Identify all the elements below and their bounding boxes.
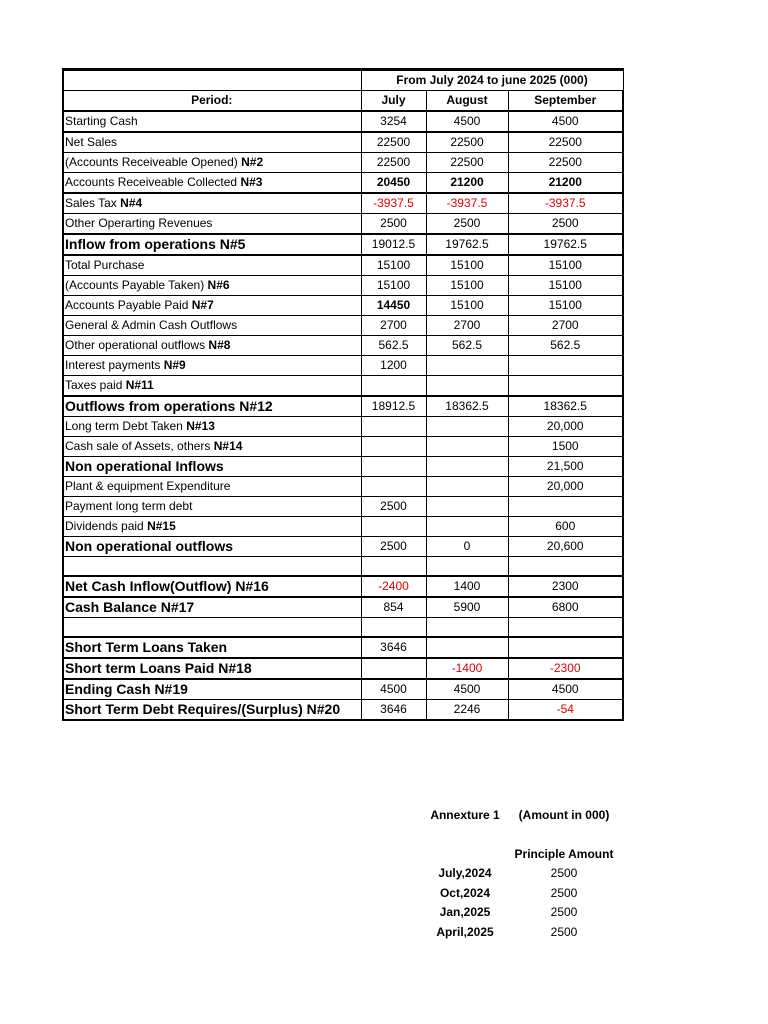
row-label: [63, 658, 361, 679]
annex-row: [422, 884, 620, 903]
table-row: [63, 477, 623, 497]
row-label: [63, 457, 361, 477]
row-label: [63, 276, 361, 296]
table-row: [63, 617, 623, 636]
annex-amount: 2500: [550, 924, 578, 939]
note-reference: N#14: [213, 439, 243, 453]
row-label-text: Short term Loans Paid N#18: [65, 659, 252, 676]
september-value: 20,600: [508, 537, 623, 557]
row-label: [63, 576, 361, 597]
august-value: -1400: [426, 658, 508, 679]
table-row: [63, 517, 623, 537]
august-value: 22500: [426, 132, 508, 153]
august-value: 2246: [426, 699, 508, 720]
september-value: [508, 557, 623, 576]
september-value: 562.5: [508, 336, 623, 356]
note-reference: N#4: [120, 196, 143, 210]
row-label-text: Other Operarting Revenues: [65, 216, 213, 230]
august-value: 18362.5: [426, 396, 508, 417]
note-reference: N#2: [241, 155, 264, 169]
table-row: [63, 255, 623, 276]
july-value: [361, 457, 426, 477]
row-label-text: Total Purchase: [65, 258, 145, 272]
cash-flow-table: [62, 68, 624, 721]
august-value: [426, 497, 508, 517]
annex-title: Annexture 1: [430, 808, 500, 823]
july-value: [361, 376, 426, 397]
september-value: 19762.5: [508, 234, 623, 255]
row-label-text: Other operational outflows: [65, 338, 209, 352]
row-label-text: (Accounts Receiveable Opened): [65, 155, 242, 169]
annex-date: Oct,2024: [439, 885, 491, 900]
july-value: 2500: [361, 214, 426, 235]
july-value: [361, 517, 426, 537]
row-label-text: Ending Cash N#19: [65, 680, 188, 697]
august-value: [426, 557, 508, 576]
header-period: Period:: [63, 91, 361, 112]
july-value: -3937.5: [361, 193, 426, 214]
annex-row: [422, 903, 620, 922]
row-label: [63, 234, 361, 255]
september-value: 2500: [508, 214, 623, 235]
september-value: [508, 617, 623, 636]
row-label-text: Non operational outflows: [65, 538, 233, 554]
august-value: 22500: [426, 153, 508, 173]
table-row: [63, 557, 623, 576]
july-value: 3646: [361, 699, 426, 720]
august-value: [426, 637, 508, 658]
july-value: [361, 437, 426, 457]
july-value: [361, 658, 426, 679]
september-value: 21,500: [508, 457, 623, 477]
row-label-text: Accounts Receiveable Collected: [65, 175, 241, 189]
row-label: [63, 396, 361, 417]
table-row: [63, 173, 623, 194]
september-value: 21200: [508, 173, 623, 194]
august-value: [426, 417, 508, 437]
july-value: 1200: [361, 356, 426, 376]
table-row: [63, 437, 623, 457]
august-value: 4500: [426, 111, 508, 132]
august-value: 21200: [426, 173, 508, 194]
july-value: 2700: [361, 316, 426, 336]
table-row: [63, 132, 623, 153]
september-value: 20,000: [508, 417, 623, 437]
july-value: 19012.5: [361, 234, 426, 255]
row-label: [63, 679, 361, 700]
table-row: [63, 336, 623, 356]
july-value: 15100: [361, 255, 426, 276]
header-september: September: [508, 91, 623, 112]
table-row: [63, 576, 623, 597]
august-value: [426, 517, 508, 537]
row-label-text: Outflows from operations N#12: [65, 398, 273, 414]
august-value: 0: [426, 537, 508, 557]
september-value: 22500: [508, 153, 623, 173]
table-row: [63, 417, 623, 437]
row-label-text: Cash sale of Assets, others: [65, 439, 214, 453]
note-reference: N#3: [240, 175, 263, 189]
september-value: 2300: [508, 576, 623, 597]
note-reference: N#13: [186, 419, 215, 433]
september-value: -3937.5: [508, 193, 623, 214]
annex-date: Jan,2025: [439, 905, 491, 920]
annex-header-row: [422, 845, 620, 864]
row-label-text: Interest payments: [65, 358, 164, 372]
september-value: [508, 637, 623, 658]
july-value: 4500: [361, 679, 426, 700]
table-row: [63, 316, 623, 336]
row-label: [63, 336, 361, 356]
september-value: 4500: [508, 111, 623, 132]
row-label-text: Starting Cash: [65, 114, 138, 128]
table-row: [63, 537, 623, 557]
july-value: 854: [361, 597, 426, 618]
annex-unit: (Amount in 000): [518, 808, 610, 823]
table-row: [63, 214, 623, 235]
september-value: 600: [508, 517, 623, 537]
september-value: 4500: [508, 679, 623, 700]
annexure-table: [422, 806, 620, 942]
annex-principle-header: Principle Amount: [514, 846, 614, 861]
row-label: [63, 557, 361, 576]
september-value: 20,000: [508, 477, 623, 497]
august-value: 2500: [426, 214, 508, 235]
september-value: 15100: [508, 276, 623, 296]
table-row: [63, 699, 623, 720]
annex-date: July,2024: [438, 866, 492, 881]
row-label-text: Cash Balance N#17: [65, 598, 195, 615]
row-label-text: Inflow from operations N#5: [65, 236, 246, 252]
september-value: -2300: [508, 658, 623, 679]
july-value: 22500: [361, 132, 426, 153]
september-value: 18362.5: [508, 396, 623, 417]
july-value: 22500: [361, 153, 426, 173]
row-label-text: Plant & equipment Expenditure: [65, 479, 231, 493]
row-label: [63, 497, 361, 517]
august-value: [426, 617, 508, 636]
annex-amount: 2500: [550, 866, 578, 881]
table-row: [63, 457, 623, 477]
september-value: [508, 376, 623, 397]
july-value: [361, 557, 426, 576]
table-row: [63, 234, 623, 255]
august-value: 5900: [426, 597, 508, 618]
row-label: [63, 153, 361, 173]
august-value: -3937.5: [426, 193, 508, 214]
row-label: [63, 193, 361, 214]
july-value: 15100: [361, 276, 426, 296]
header-row: [63, 91, 623, 112]
annex-spacer-row: [422, 825, 620, 844]
period-title: From July 2024 to june 2025 (000): [361, 70, 623, 91]
july-value: 3646: [361, 637, 426, 658]
row-label: [63, 537, 361, 557]
row-label-text: Non operational Inflows: [65, 458, 224, 474]
annex-date: April,2025: [436, 924, 494, 939]
august-value: 15100: [426, 276, 508, 296]
august-value: 4500: [426, 679, 508, 700]
row-label-text: Short Term Debt Requires/(Surplus) N#20: [65, 700, 341, 717]
row-label-text: Net Sales: [65, 135, 118, 149]
annex-row: [422, 922, 620, 941]
august-value: 15100: [426, 296, 508, 316]
row-label: [63, 376, 361, 397]
table-row: [63, 497, 623, 517]
row-label: [63, 296, 361, 316]
august-value: [426, 356, 508, 376]
july-value: 3254: [361, 111, 426, 132]
july-value: 562.5: [361, 336, 426, 356]
july-value: 18912.5: [361, 396, 426, 417]
august-value: [426, 457, 508, 477]
row-label: [63, 111, 361, 132]
table-row: [63, 276, 623, 296]
august-value: 562.5: [426, 336, 508, 356]
row-label-text: General & Admin Cash Outflows: [65, 318, 238, 332]
title-blank-cell: [63, 70, 361, 91]
september-value: [508, 356, 623, 376]
row-label-text: (Accounts Payable Taken): [65, 278, 208, 292]
table-row: [63, 396, 623, 417]
row-label: [63, 214, 361, 235]
table-row: [63, 597, 623, 618]
row-label: [63, 417, 361, 437]
annex-amount: 2500: [550, 905, 578, 920]
row-label: [63, 699, 361, 720]
row-label: [63, 437, 361, 457]
note-reference: N#8: [208, 338, 231, 352]
row-label: [63, 255, 361, 276]
row-label: [63, 132, 361, 153]
row-label-text: Payment long term debt: [65, 499, 193, 513]
note-reference: N#7: [191, 298, 214, 312]
row-label: [63, 477, 361, 497]
august-value: 15100: [426, 255, 508, 276]
july-value: 2500: [361, 497, 426, 517]
annex-row: [422, 864, 620, 883]
row-label-text: Taxes paid: [65, 378, 126, 392]
july-value: [361, 617, 426, 636]
august-value: 19762.5: [426, 234, 508, 255]
row-label-text: Short Term Loans Taken: [65, 638, 228, 655]
july-value: 20450: [361, 173, 426, 194]
table-row: [63, 658, 623, 679]
september-value: 22500: [508, 132, 623, 153]
row-label-text: Net Cash Inflow(Outflow) N#16: [65, 577, 269, 594]
table-row: [63, 356, 623, 376]
row-label-text: Sales Tax: [65, 196, 121, 210]
note-reference: N#15: [147, 519, 176, 533]
august-value: [426, 477, 508, 497]
note-reference: N#6: [207, 278, 230, 292]
july-value: [361, 477, 426, 497]
september-value: [508, 497, 623, 517]
july-value: 14450: [361, 296, 426, 316]
note-reference: N#11: [125, 378, 154, 392]
august-value: [426, 437, 508, 457]
september-value: 2700: [508, 316, 623, 336]
july-value: 2500: [361, 537, 426, 557]
row-label: [63, 356, 361, 376]
table-row: [63, 153, 623, 173]
note-reference: N#9: [163, 358, 186, 372]
row-label-text: Dividends paid: [65, 519, 148, 533]
header-august: August: [426, 91, 508, 112]
row-label: [63, 617, 361, 636]
september-value: 1500: [508, 437, 623, 457]
row-label-text: Long term Debt Taken: [65, 419, 187, 433]
table-row: [63, 376, 623, 397]
september-value: 15100: [508, 255, 623, 276]
september-value: 6800: [508, 597, 623, 618]
row-label: [63, 637, 361, 658]
header-july: July: [361, 91, 426, 112]
august-value: 2700: [426, 316, 508, 336]
row-label: [63, 597, 361, 618]
table-row: [63, 679, 623, 700]
august-value: 1400: [426, 576, 508, 597]
row-label: [63, 517, 361, 537]
table-row: [63, 637, 623, 658]
table-row: [63, 193, 623, 214]
august-value: [426, 376, 508, 397]
july-value: [361, 417, 426, 437]
row-label: [63, 316, 361, 336]
july-value: -2400: [361, 576, 426, 597]
september-value: 15100: [508, 296, 623, 316]
table-body: [63, 111, 623, 720]
row-label-text: Accounts Payable Paid: [65, 298, 192, 312]
annex-title-row: [422, 806, 620, 825]
annex-amount: 2500: [550, 885, 578, 900]
table-row: [63, 111, 623, 132]
table-row: [63, 296, 623, 316]
title-row: [63, 70, 623, 91]
september-value: -54: [508, 699, 623, 720]
row-label: [63, 173, 361, 194]
